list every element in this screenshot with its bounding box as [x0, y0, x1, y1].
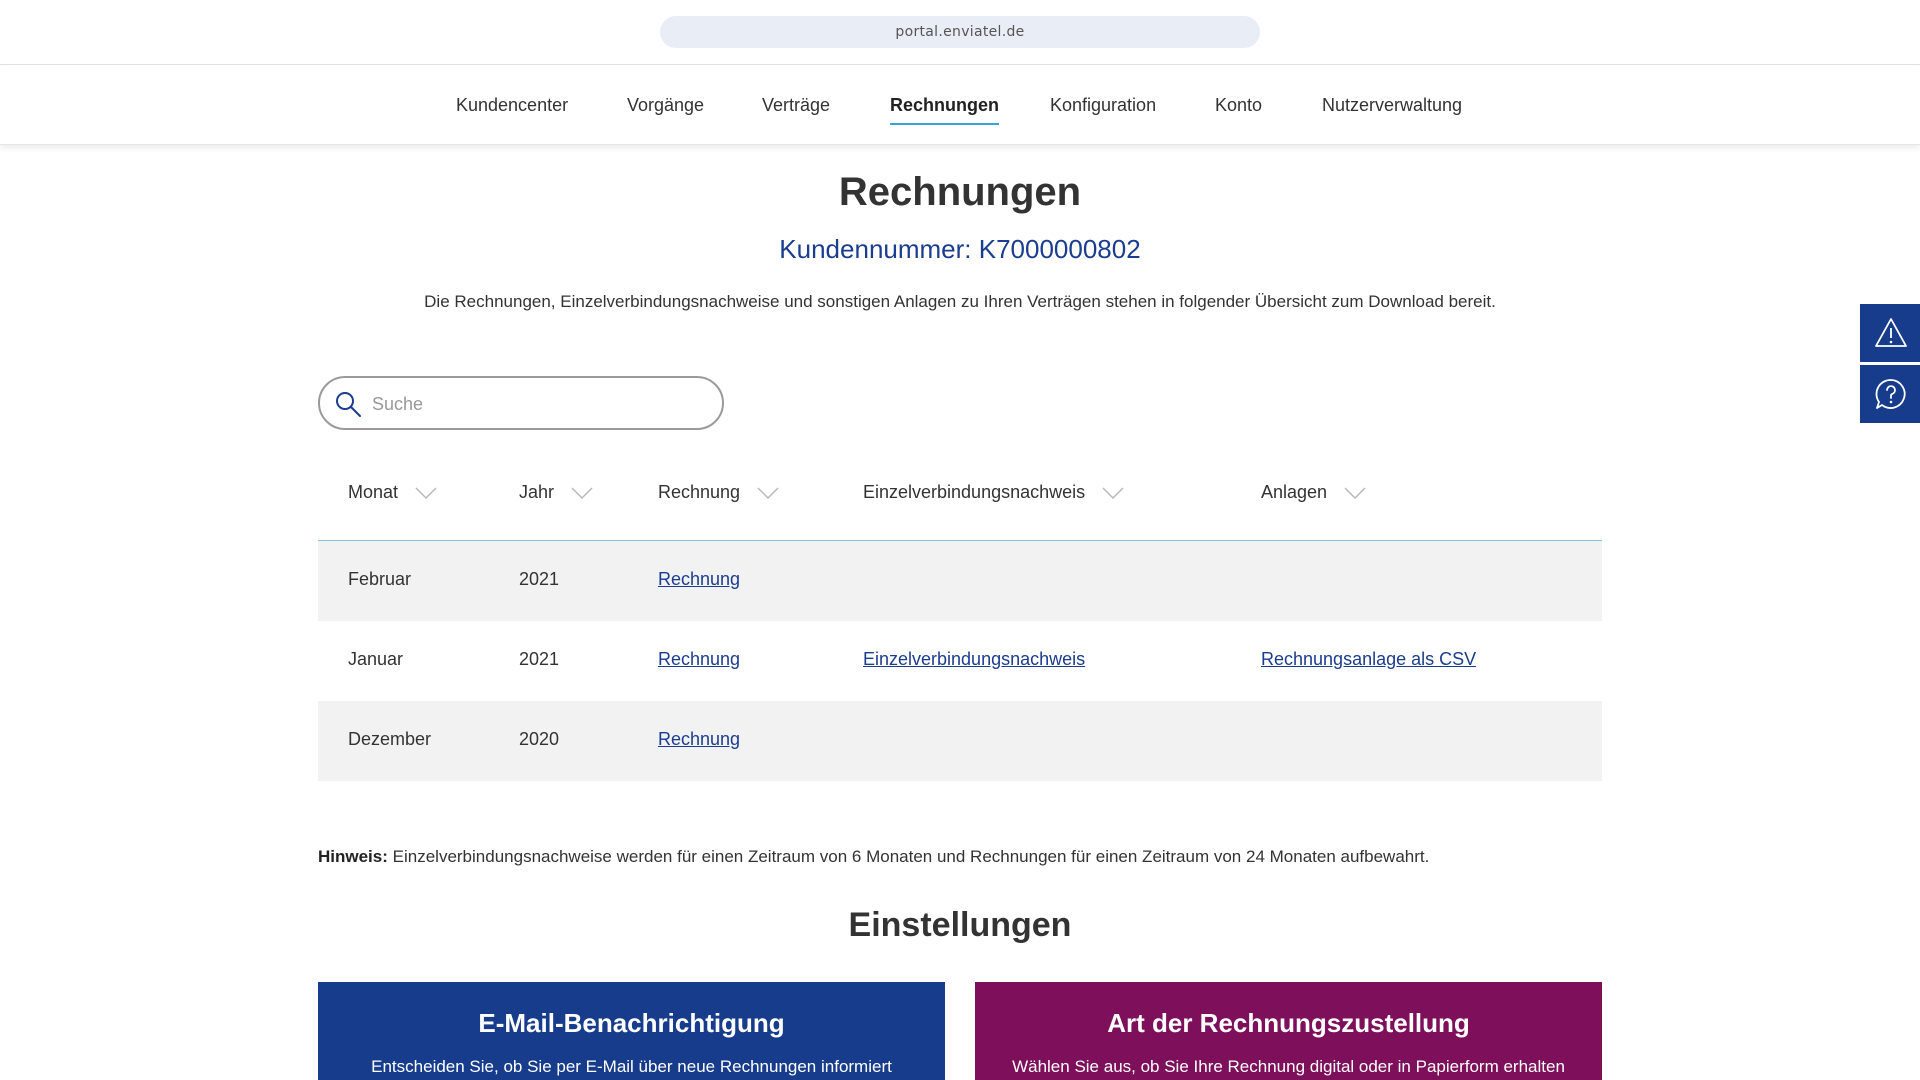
- cell-jahr: 2021: [519, 569, 560, 589]
- invoice-download-link[interactable]: Rechnung: [658, 729, 741, 749]
- main-nav: [0, 65, 1920, 145]
- column-header-jahr[interactable]: [519, 482, 593, 503]
- invoice-download-link[interactable]: Rechnung: [658, 649, 741, 669]
- cell-monat: Februar: [348, 569, 412, 589]
- nav-item-nutzerverwaltung[interactable]: Nutzerverwaltung: [1322, 95, 1463, 115]
- email-notification-card[interactable]: [318, 982, 945, 1080]
- chevron-down-icon: [415, 487, 437, 499]
- chevron-down-icon: [571, 487, 593, 499]
- evn-download-link[interactable]: Einzelverbindungsnachweis: [863, 649, 1086, 669]
- column-header-label: Monat: [348, 482, 399, 502]
- warning-icon: [1874, 316, 1908, 350]
- csv-attachment-link[interactable]: Rechnungsanlage als CSV: [1261, 649, 1477, 669]
- nav-item-konto[interactable]: Konto: [1215, 95, 1263, 115]
- table-row: [318, 621, 1602, 701]
- column-header-label: Rechnung: [658, 482, 741, 502]
- retention-hint: [318, 847, 1429, 867]
- table-row: [318, 541, 1602, 621]
- nav-item-rechnungen-label: Rechnungen: [890, 95, 1000, 115]
- page-title: Rechnungen: [838, 170, 1082, 214]
- search-input[interactable]: [370, 388, 704, 420]
- browser-bar: [0, 0, 1920, 65]
- card-text: Wählen Sie aus, ob Sie Ihre Rechnung digital oder in Papierform erhalten: [1012, 1057, 1565, 1076]
- nav-item-vorgaenge[interactable]: Vorgänge: [627, 95, 705, 115]
- chevron-down-icon: [1102, 487, 1124, 499]
- customer-number: Kundennummer: K7000000802: [779, 234, 1141, 264]
- url-bar[interactable]: portal.enviatel.de: [660, 16, 1260, 48]
- column-header-label: Anlagen: [1261, 482, 1328, 502]
- column-header-anlagen[interactable]: [1261, 482, 1366, 503]
- cell-monat: Januar: [348, 649, 404, 669]
- column-header-monat[interactable]: [348, 482, 437, 503]
- help-chat-icon: [1874, 377, 1908, 411]
- nav-item-vertraege[interactable]: Verträge: [762, 95, 831, 115]
- invoice-table: [318, 450, 1602, 781]
- help-button[interactable]: [1860, 365, 1920, 423]
- hint-text: Einzelverbindungsnachweise werden für einen Zeitraum von 6 Monaten und Rechnungen für einen Zeitraum von 24 Monaten aufbewahrt.: [392, 847, 1430, 866]
- settings-title: Einstellungen: [848, 906, 1072, 944]
- nav-item-kundencenter[interactable]: Kundencenter: [456, 95, 569, 115]
- card-title: Art der Rechnungszustellung: [1107, 1008, 1470, 1038]
- search-box[interactable]: [318, 376, 724, 430]
- invoice-delivery-card[interactable]: [975, 982, 1602, 1080]
- cell-jahr: 2020: [519, 729, 560, 749]
- nav-item-konfiguration[interactable]: Konfiguration: [1050, 95, 1157, 115]
- nav-item-rechnungen[interactable]: [890, 95, 999, 116]
- chevron-down-icon: [757, 487, 779, 499]
- hint-label: Hinweis:: [318, 847, 388, 866]
- intro-text: Die Rechnungen, Einzelverbindungsnachweise und sonstigen Anlagen zu Ihren Verträgen stehen in folgender Übersicht zum Download bereit.: [424, 292, 1496, 311]
- column-header-label: Einzelverbindungsnachweis: [863, 482, 1086, 502]
- invoice-download-link[interactable]: Rechnung: [658, 569, 741, 589]
- column-header-label: Jahr: [519, 482, 555, 502]
- card-text: Entscheiden Sie, ob Sie per E-Mail über neue Rechnungen informiert: [371, 1057, 892, 1076]
- active-tab-indicator: [890, 123, 999, 125]
- column-header-einzelverbindungsnachweis[interactable]: [863, 482, 1124, 503]
- cell-jahr: 2021: [519, 649, 560, 669]
- card-title: E-Mail-Benachrichtigung: [478, 1008, 785, 1038]
- table-row: [318, 701, 1602, 781]
- table-header: [318, 450, 1602, 541]
- column-header-rechnung[interactable]: [658, 482, 779, 503]
- chevron-down-icon: [1344, 487, 1366, 499]
- report-issue-button[interactable]: [1860, 304, 1920, 362]
- search-icon: [334, 390, 362, 418]
- cell-monat: Dezember: [348, 729, 432, 749]
